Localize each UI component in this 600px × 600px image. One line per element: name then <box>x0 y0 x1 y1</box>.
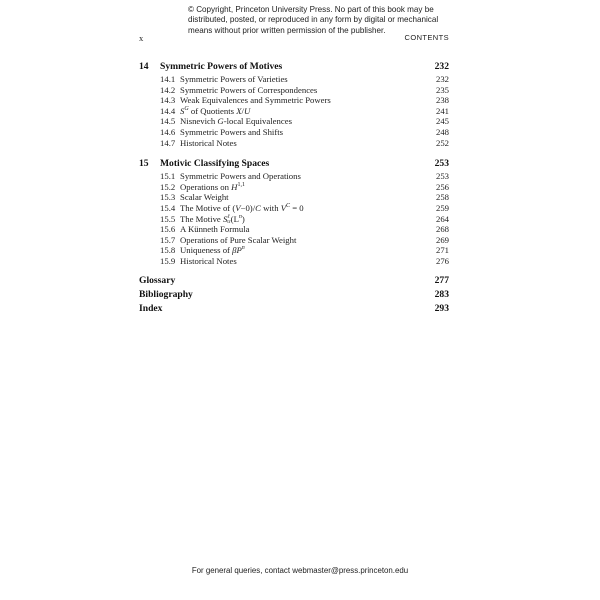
copyright-line: means without prior written permission of the publisher. <box>188 25 386 35</box>
section-page: 276 <box>435 255 449 266</box>
section-number: 15.5 <box>160 213 176 224</box>
chapter-heading[interactable] <box>139 158 449 171</box>
back-matter-page: 293 <box>434 302 449 314</box>
toc-entry[interactable] <box>139 138 449 149</box>
toc-entry[interactable] <box>139 95 449 106</box>
section-number: 14.1 <box>160 74 176 84</box>
chapter-number: 15 <box>139 158 149 170</box>
chapter-title: Symmetric Powers of Motives <box>160 61 283 72</box>
section-title: Operations on H$^{1,1}$ <box>180 181 245 192</box>
copyright-notice <box>188 5 439 36</box>
back-matter-entry[interactable] <box>139 275 449 289</box>
section-page: 268 <box>435 224 449 235</box>
section-page: 238 <box>435 95 449 106</box>
back-matter <box>139 275 449 318</box>
section-title: Historical Notes <box>180 137 237 148</box>
section-page: 258 <box>435 192 449 203</box>
section-number: 14.2 <box>160 84 176 95</box>
chapter-page: 253 <box>434 158 449 170</box>
back-matter-title: Glossary <box>139 274 176 286</box>
section-page: 248 <box>435 126 449 137</box>
page-folio: x <box>139 33 144 43</box>
toc-entry[interactable] <box>139 224 449 235</box>
section-number: 15.4 <box>160 202 176 213</box>
section-number: 14.3 <box>160 95 176 106</box>
running-head-title: CONTENTS <box>404 33 449 42</box>
section-number: 15.9 <box>160 255 176 266</box>
toc-entry[interactable] <box>139 127 449 138</box>
section-page: 235 <box>435 84 449 95</box>
toc-entry[interactable] <box>139 203 449 214</box>
section-number: 15.7 <box>160 234 176 245</box>
section-title: Symmetric Powers and Shifts <box>180 126 284 137</box>
toc-entry[interactable] <box>139 245 449 256</box>
section-page: 269 <box>435 234 449 245</box>
back-matter-page: 277 <box>434 274 449 286</box>
section-title: The Motive of (V−0)/C with $V^C = 0$ <box>180 202 304 213</box>
chapter-page: 232 <box>434 61 449 72</box>
section-title: Historical Notes <box>180 255 237 266</box>
copyright-line: distributed, posted, or reproduced in any form by digital or mechanical <box>188 15 439 25</box>
toc-entry[interactable] <box>139 192 449 203</box>
back-matter-entry[interactable] <box>139 303 449 317</box>
copyright-line: © Copyright, Princeton University Press. No part of this book may be <box>188 5 434 14</box>
section-number: 15.2 <box>160 181 176 192</box>
footer-contact: For general queries, contact webmaster@press.princeton.edu <box>191 566 409 575</box>
chapter-14 <box>139 61 449 148</box>
section-title: $S^G$ of Quotients X/U <box>180 105 251 116</box>
toc-entry[interactable] <box>139 85 449 96</box>
section-title: Uniqueness of $\beta P^n$ <box>180 245 245 256</box>
section-number: 14.7 <box>160 137 176 148</box>
section-title: Scalar Weight <box>180 192 229 203</box>
table-of-contents <box>139 61 449 317</box>
section-title: Weak Equivalences and Symmetric Powers <box>180 95 331 106</box>
section-page: 252 <box>435 137 449 148</box>
back-matter-title: Bibliography <box>139 288 193 300</box>
section-title: Symmetric Powers of Varieties <box>180 74 288 84</box>
chapter-title: Motivic Classifying Spaces <box>160 158 270 170</box>
back-matter-page: 283 <box>434 288 449 300</box>
section-page: 271 <box>435 245 449 256</box>
section-page: 245 <box>435 116 449 127</box>
chapter-number: 14 <box>139 61 149 72</box>
chapter-15 <box>139 158 449 266</box>
section-title: The Motive Sℓ $tr(L^n)$ <box>180 213 245 225</box>
section-number: 15.8 <box>160 245 176 256</box>
section-page: 264 <box>435 213 449 224</box>
section-title: Operations of Pure Scalar Weight <box>180 234 297 245</box>
toc-entry[interactable] <box>139 74 449 85</box>
section-number: 15.3 <box>160 192 176 203</box>
section-title: Symmetric Powers and Operations <box>180 171 301 182</box>
section-number: 15.6 <box>160 224 176 235</box>
back-matter-entry[interactable] <box>139 289 449 303</box>
toc-entry[interactable] <box>139 171 449 182</box>
toc-entry[interactable] <box>139 106 449 117</box>
back-matter-title: Index <box>139 302 163 314</box>
section-page: 256 <box>435 181 449 192</box>
running-head <box>139 33 449 45</box>
section-page: 232 <box>435 74 449 84</box>
section-title: A Künneth Formula <box>180 224 250 235</box>
section-page: 259 <box>435 202 449 213</box>
section-number: 15.1 <box>160 171 176 182</box>
toc-entry[interactable] <box>139 256 449 267</box>
toc-entry[interactable] <box>139 235 449 246</box>
section-title: Nisnevich G-local Equivalences <box>180 116 292 127</box>
section-number: 14.5 <box>160 116 176 127</box>
toc-entry[interactable] <box>139 116 449 127</box>
section-number: 14.6 <box>160 126 176 137</box>
section-page: 241 <box>435 105 449 116</box>
section-number: 14.4 <box>160 105 176 116</box>
section-title: Symmetric Powers of Correspondences <box>180 84 318 95</box>
chapter-heading[interactable] <box>139 61 449 74</box>
toc-entry[interactable] <box>139 182 449 193</box>
toc-entry[interactable] <box>139 214 449 225</box>
section-page: 253 <box>435 171 449 182</box>
